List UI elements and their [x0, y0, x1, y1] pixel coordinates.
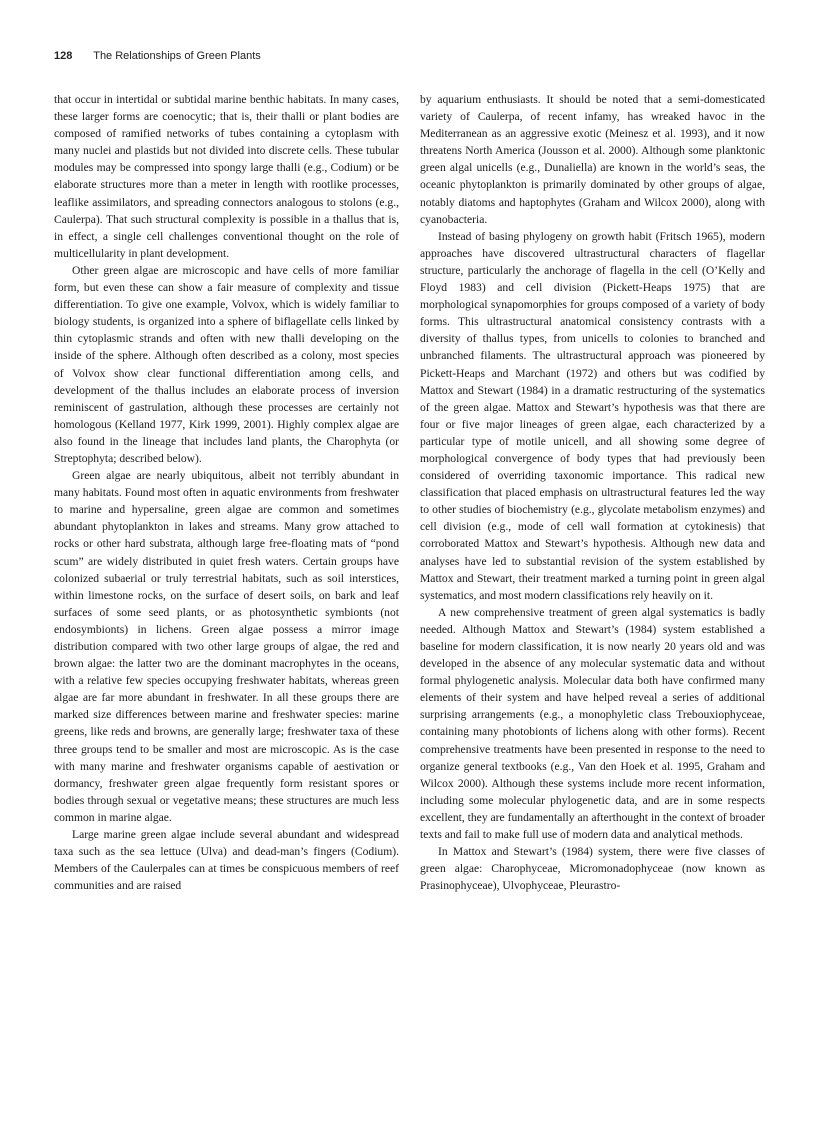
paragraph: A new comprehensive treatment of green algal systematics is badly needed. Although Mattox and Stewart’s (1984) system established a baseline for modern classification, it is now nearly 20 years old and was developed in the absence of any molecular systematic data and without formal phylogenetic analysis. Molecular data both have confirmed many elements of their system and have helped reveal a series of additional surprising arrangements (e.g., a monophyletic class Trebouxiophyceae, containing many photobionts of lichens along with other forms). Recent comprehensive treatments have been presented in response to the need to organize general textbooks (e.g., Van den Hoek et al. 1995, Graham and Wilcox 2000). Although these systems include more recent information, including some molecular phylogenetic data, and are in some respects excellent, they are fundamentally an afterthought in the context of broader texts and fail to make full use of modern data and analytical methods.: [420, 605, 765, 842]
paragraph: that occur in intertidal or subtidal marine benthic habitats. In many cases, these larger forms are coenocytic; that is, their thalli or plant bodies are composed of ramified networks of tubes containing a cytoplasm with many nuclei and plastids but not divided into discrete cells. These tubular modules may be compressed into spongy large thalli (e.g., Codium) or be elaborate structures more than a meter in length with rootlike processes, leaflike assimilators, and spreading connectors analogous to stolons (e.g., Caulerpa). That such structural complexity is possible in a thallus that is, in effect, a single cell challenges conventional thought on the role of multicellularity in plant development.: [54, 93, 399, 260]
page-number: 128: [54, 50, 73, 62]
paragraph: Instead of basing phylogeny on growth habit (Fritsch 1965), modern approaches have discovered ultrastructural characters of flagellar structure, particularly the anchorage of flagella in the cell (O’Kelly and Floyd 1983) and cell division (Pickett-Heaps 1975) that are morphological synapomorphies for groups composed of a variety of body forms. This ultrastructural anatomical consistency contrasts with a diversity of thallus types, from unicells to colonies to branched and unbranched filaments. The ultrastructural approach was pioneered by Pickett-Heaps and Marchant (1972) and others but was codified by Mattox and Stewart (1984) in a dramatic restructuring of the systematics of the green algae. Mattox and Stewart’s hypothesis was that there are four or five major lineages of green algae, each characterized by a particular type of motile unicell, and all showing some degree of morphological convergence of body types that had previously been considered of overriding taxonomic importance. This radical new classification that placed emphasis on ultrastructural features led the way to other studies of biochemistry (e.g., glycolate metabolism enzymes) and cell division (e.g., mode of cell wall formation at cytokinesis) that corroborated Mattox and Stewart’s hypothesis. Although new data and analyses have led to substantial revision of the system established by Mattox and Stewart, their treatment marked a turning point in green algal systematics, and most modern classifications rely heavily on it.: [420, 229, 765, 602]
right-column: [420, 91, 765, 894]
left-column: [54, 91, 399, 894]
paragraph: Large marine green algae include several abundant and widespread taxa such as the sea lettuce (Ulva) and dead-man’s fingers (Codium). Members of the Caulerpales can at times be conspicuous members of reef communities and are raised: [54, 828, 399, 893]
paragraph: In Mattox and Stewart’s (1984) system, there were five classes of green algae: Charophyceae, Micromonadophyceae (now known as Prasinophyceae), Ulvophyceae, Pleurastro-: [420, 845, 765, 893]
running-header: [54, 50, 261, 62]
running-title: The Relationships of Green Plants: [93, 50, 261, 62]
paragraph: Other green algae are microscopic and have cells of more familiar form, but even these can show a fair measure of complexity and tissue differentiation. To give one example, Volvox, which is widely familiar to biology students, is organized into a sphere of biflagellate cells linked by thin cytoplasmic strands and often with new thalli developing on the inside of the sphere. Although often described as a colony, most species of Volvox show clear functional differentiation among cells, and development of the thallus includes an elaborate process of inversion reminiscent of gastrulation, although these processes are certainly not homologous (Kelland 1977, Kirk 1999, 2001). Highly complex algae are also found in the lineage that includes land plants, the Charophyta (or Streptophyta; described below).: [54, 263, 399, 465]
paragraph: Green algae are nearly ubiquitous, albeit not terribly abundant in many habitats. Found most often in aquatic environments from freshwater to marine and hypersaline, green algae are common and sometimes abundant phytoplankton in lakes and streams. Many grow attached to rocks or other hard substrata, although large free-floating mats of “pond scum” are widely distributed in quiet fresh waters. Certain groups have colonized subaerial or truly terrestrial habitats, such as soil interstices, within limestone rocks, on the surface of desert soils, on bark and leaf surfaces of some seed plants, or as photosynthetic symbionts (not endosymbionts) in lichens. Green algae possess a mirror image distribution compared with two other large groups of algae, the red and brown algae: the latter two are the dominant macrophytes in the oceans, with a relative few species occupying freshwater habitats, whereas green algae are far more abundant in freshwater. In all these groups there are marked size differences between marine and freshwater species: marine greens, like reds and browns, are generally large; freshwater taxa of these three groups tend to be smaller and most are microscopic. As is the case with many marine and freshwater organisms capable of aestivation or dormancy, freshwater green algae frequently form resistant spores or bodies through sexual or vegetative means; these structures are much less common in marine algae.: [54, 469, 399, 824]
paragraph: by aquarium enthusiasts. It should be noted that a semi-domesticated variety of Caulerpa, of recent infamy, has wreaked havoc in the Mediterranean as an aggressive exotic (Meinesz et al. 1993), and it now threatens North America (Jousson et al. 2000). Although some planktonic green algal unicells (e.g., Dunaliella) are known in the world’s seas, the oceanic phytoplankton is primarily dominated by other groups of algae, notably diatoms and haptophytes (Graham and Wilcox 2000), along with cyanobacteria.: [420, 93, 765, 226]
